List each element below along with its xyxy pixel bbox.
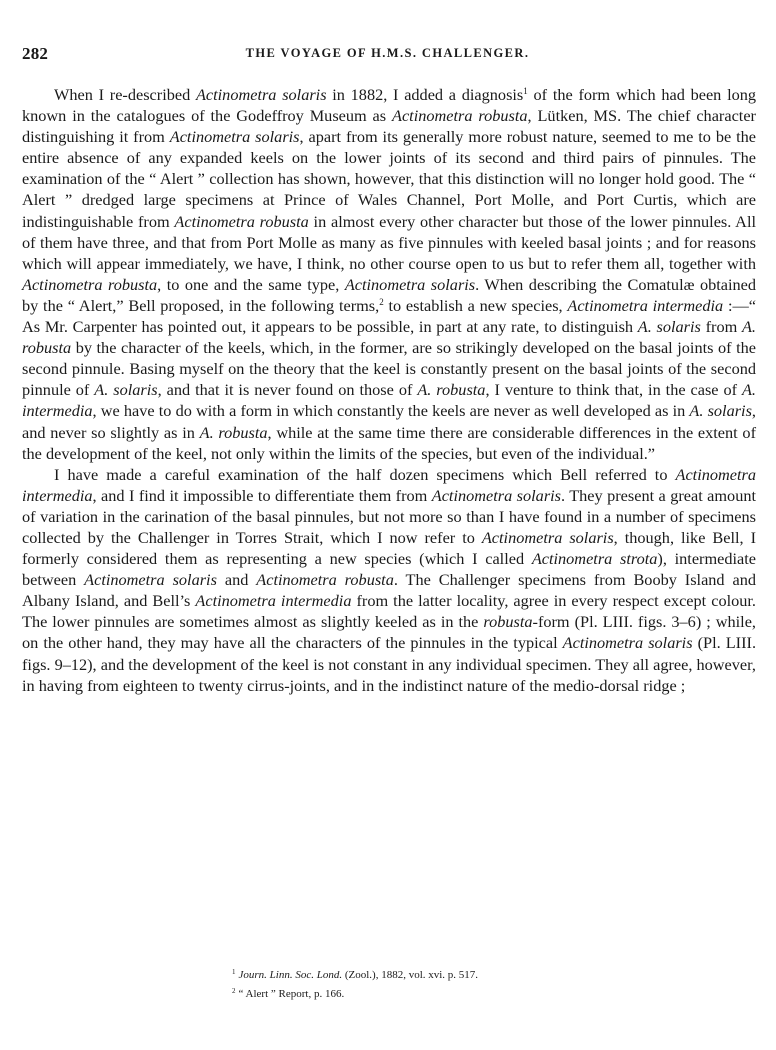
text-run: , and that it is never found on those of [157,380,418,400]
italic-text: robusta [483,612,533,632]
italic-text: Actinometra strota [531,549,658,569]
footnote-number: 1 [232,968,236,976]
footnote-number: 2 [232,987,236,995]
italic-text: A. robusta [22,317,756,358]
text-run: , we have to do with a form in which constantly the keels are never as well developed as in [92,401,690,421]
page-header [22,44,753,70]
italic-text: Actinometra solaris [344,274,476,294]
footnote [232,964,478,983]
italic-text: Actinometra solaris [84,570,217,590]
footnote-reference: 2 [379,296,384,307]
text-run: and [216,570,257,590]
text-run: in almost every other character but those of the lower pinnules. All of them have three, and that from Port Molle as many as five pinnules with keeled basal joints ; and for reasons which will appear immediately, we have, I think, no other course open to us but to refer them all, together with [22,211,756,273]
italic-text: Actinometra solaris [195,85,327,104]
italic-text: Actinometra solaris [169,127,300,147]
text-run: . The Challenger specimens from Booby Island and Albany Island, and Bell’s [22,570,757,611]
text-run: , while at the same time there are considerable differences in the extent of the development of the keel, not only within the limits of the species, but even of the individual.” [22,422,756,463]
text-run: from [700,317,742,337]
italic-text: Actinometra solaris [481,527,614,547]
body-text [22,84,756,696]
italic-text: A. robusta [199,422,268,442]
text-run: , and never so slightly as in [22,401,756,442]
italic-text: A. solaris [689,401,752,421]
text-run: ), intermediate between [22,549,756,590]
text-run: (Zool.), 1882, vol. xvi. p. 517. [342,969,479,981]
page-number: 282 [22,44,49,63]
text-run: . They present a great amount of variation in the carination of the basal pinnules, but not more so than I have found in a number of specimens collected by the Challenger in Torres Strait, which I now refer to [22,485,756,547]
italic-text: A. robusta [417,380,486,400]
italic-text: Actinometra solaris [562,633,693,653]
text-run: , apart from its generally more robust nature, seemed to me to be the entire absence of any expanded keels on the lower joints of its second and third pairs of pinnules. The examination of the “ Alert ” collection has shown, however, that this distinction will no longer hold good. The “ Alert ” dredged large specimens at Prince of Wales Channel, Port Molle, and Port Curtis, which are indistinguishable from [22,127,757,231]
text-run: , Lütken, MS. The chief character distinguishing it from [22,106,756,147]
text-run: “ Alert ” Report, p. 166. [238,988,345,1000]
text-run: -form (Pl. LIII. figs. 3–6) ; while, on the other hand, they may have all the characters of the pinnules in the typical [22,612,756,653]
italic-text: Actinometra intermedia [22,464,756,505]
footnote-reference: 1 [523,86,528,96]
text-run: I have made a careful examination of the half dozen specimens which Bell referred to [54,464,676,484]
italic-text: Actinometra robusta [392,106,528,126]
running-title: THE VOYAGE OF H.M.S. CHALLENGER. [245,46,530,60]
text-run: , to one and the same type, [157,274,345,294]
text-run: , I venture to think that, in the case of [485,380,742,400]
italic-text: Actinometra solaris [431,485,562,505]
italic-text: Actinometra robusta [174,211,309,231]
text-run: . When describing the Comatulæ obtained by the “ Alert,” Bell proposed, in the following terms, [22,274,757,315]
text-run: When I re-described [54,85,196,104]
text-run: , though, like Bell, I formerly considered them as representing a new species (which I called [22,527,757,569]
italic-text: Actinometra intermedia [567,295,724,315]
footnotes [232,964,478,1002]
italic-text: Actinometra robusta [22,274,158,294]
italic-text: A. intermedia [22,380,756,421]
italic-text: A. solaris [94,380,158,400]
footnote [232,983,478,1002]
text-run: to establish a new species, [383,295,568,315]
text-run: of the form which had been long known in the catalogues of the Godeffroy Museum as [22,85,757,126]
text-run: by the character of the keels, which, in the former, are so strikingly developed on the basal joints of the second pinnule. Basing myself on the theory that the keel is constantly present on the basal joints of the second pinnule of [22,338,756,400]
text-run: from the latter locality, agree in every respect except colour. The lower pinnules are sometimes almost as slightly keeled as in the [22,591,756,632]
text-run: (Pl. LIII. figs. 9–12), and the development of the keel is not constant in any individual specimen. They all agree, however, in having from eighteen to twenty cirrus-joints, and in the indistinct nature of the medio-dorsal ridge ; [22,633,757,695]
italic-text: A. solaris [637,317,701,337]
italic-text: Actinometra intermedia [195,591,352,611]
italic-text: Actinometra robusta [256,570,394,590]
italic-text: Journ. Linn. Soc. Lond. [238,969,343,981]
text-run: :—“ As Mr. Carpenter has pointed out, it appears to be possible, in part at any rate, to distinguish [22,295,756,337]
text-run: , and I find it impossible to differentiate them from [92,485,432,505]
paragraph [22,84,756,464]
paragraph [22,464,756,696]
text-run: in 1882, I added a diagnosis [326,85,524,104]
